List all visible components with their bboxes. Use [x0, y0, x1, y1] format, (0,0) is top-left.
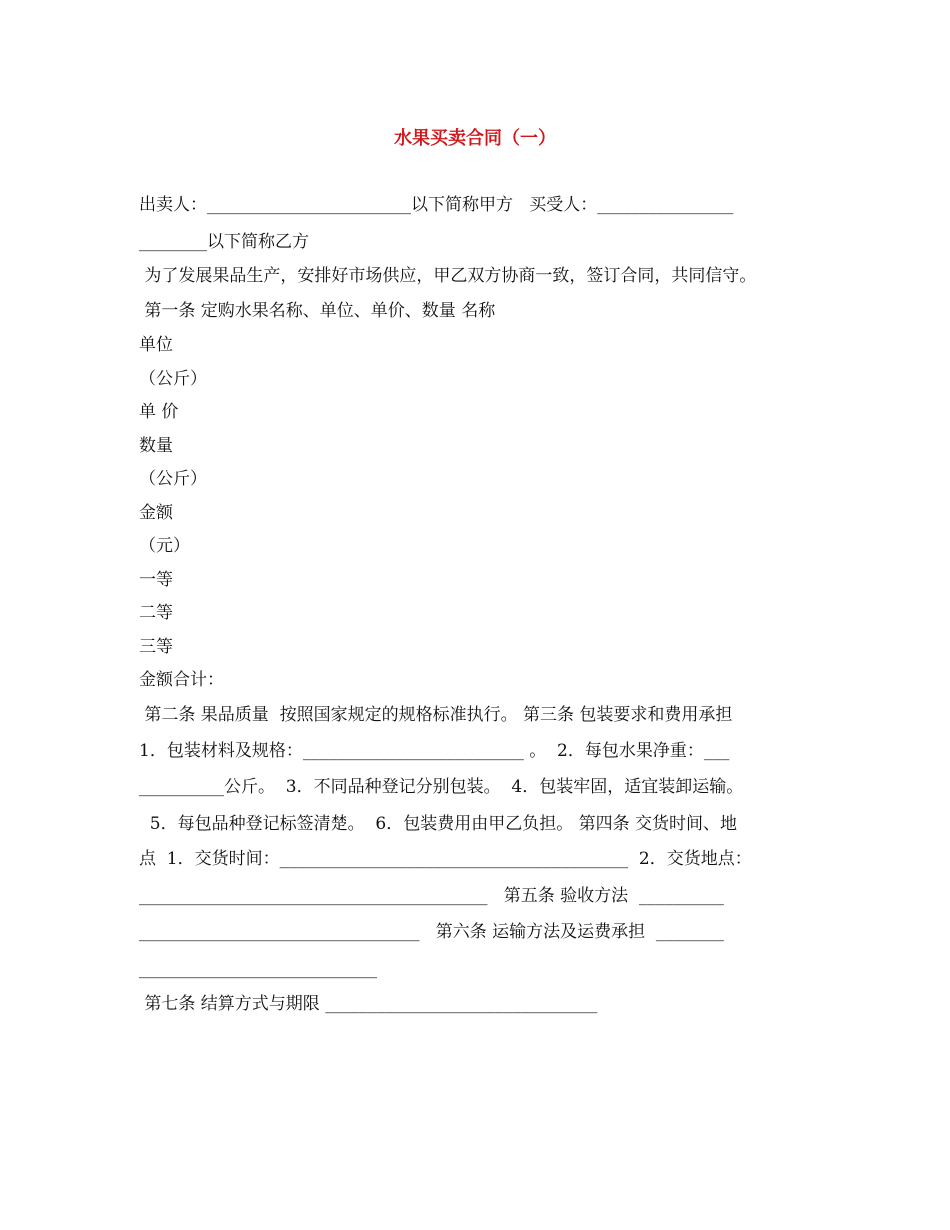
table-header-unit: 单位 — [139, 335, 173, 355]
seller-buyer-line: 出卖人：________________________以下简称甲方 买受人：________________ — [139, 195, 734, 215]
table-header-amount-yuan: （元） — [139, 536, 190, 556]
article-7-line: 第七条 结算方式与期限 ________________________________ — [139, 994, 598, 1014]
grade-first: 一等 — [139, 570, 173, 590]
table-header-price: 单 价 — [139, 402, 179, 422]
table-header-quantity: 数量 — [139, 436, 173, 456]
article-6-blank-line: ____________________________ — [139, 959, 377, 979]
delivery-line: 点 1．交货时间：_________________________________________ 2．交货地点： — [139, 849, 752, 869]
amount-total: 金额合计： — [139, 670, 224, 690]
packaging-line-3: 5．每包品种登记标签清楚。 6．包装费用由甲乙负担。 第四条 交货时间、地 — [139, 814, 738, 834]
grade-second: 二等 — [139, 603, 173, 623]
article-2-3-line: 第二条 果品质量 按照国家规定的规格标准执行。 第三条 包装要求和费用承担 — [139, 705, 733, 725]
table-header-amount: 金额 — [139, 503, 173, 523]
article-5-line: _________________________________________ 第五条 验收方法 __________ — [139, 886, 724, 906]
packaging-line-2: __________公斤。 3．不同品种登记分别包装。 4．包装牢固，适宜装卸运输。 — [139, 777, 744, 797]
preamble-paragraph: 为了发展果品生产，安排好市场供应，甲乙双方协商一致，签订合同，共同信守。 — [139, 266, 757, 286]
buyer-suffix-line: ________以下简称乙方 — [139, 232, 309, 252]
article-6-line: _________________________________ 第六条 运输方法及运费承担 ________ — [139, 922, 724, 942]
article-1-heading: 第一条 定购水果名称、单位、单价、数量 名称 — [139, 301, 496, 321]
document-title: 水果买卖合同（一） — [394, 128, 556, 149]
grade-third: 三等 — [139, 637, 173, 657]
packaging-line-1: 1．包装材料及规格：__________________________ 。 2．每包水果净重：___ — [139, 741, 730, 761]
table-header-unit-kg: （公斤） — [139, 369, 207, 389]
table-header-quantity-kg: （公斤） — [139, 469, 207, 489]
